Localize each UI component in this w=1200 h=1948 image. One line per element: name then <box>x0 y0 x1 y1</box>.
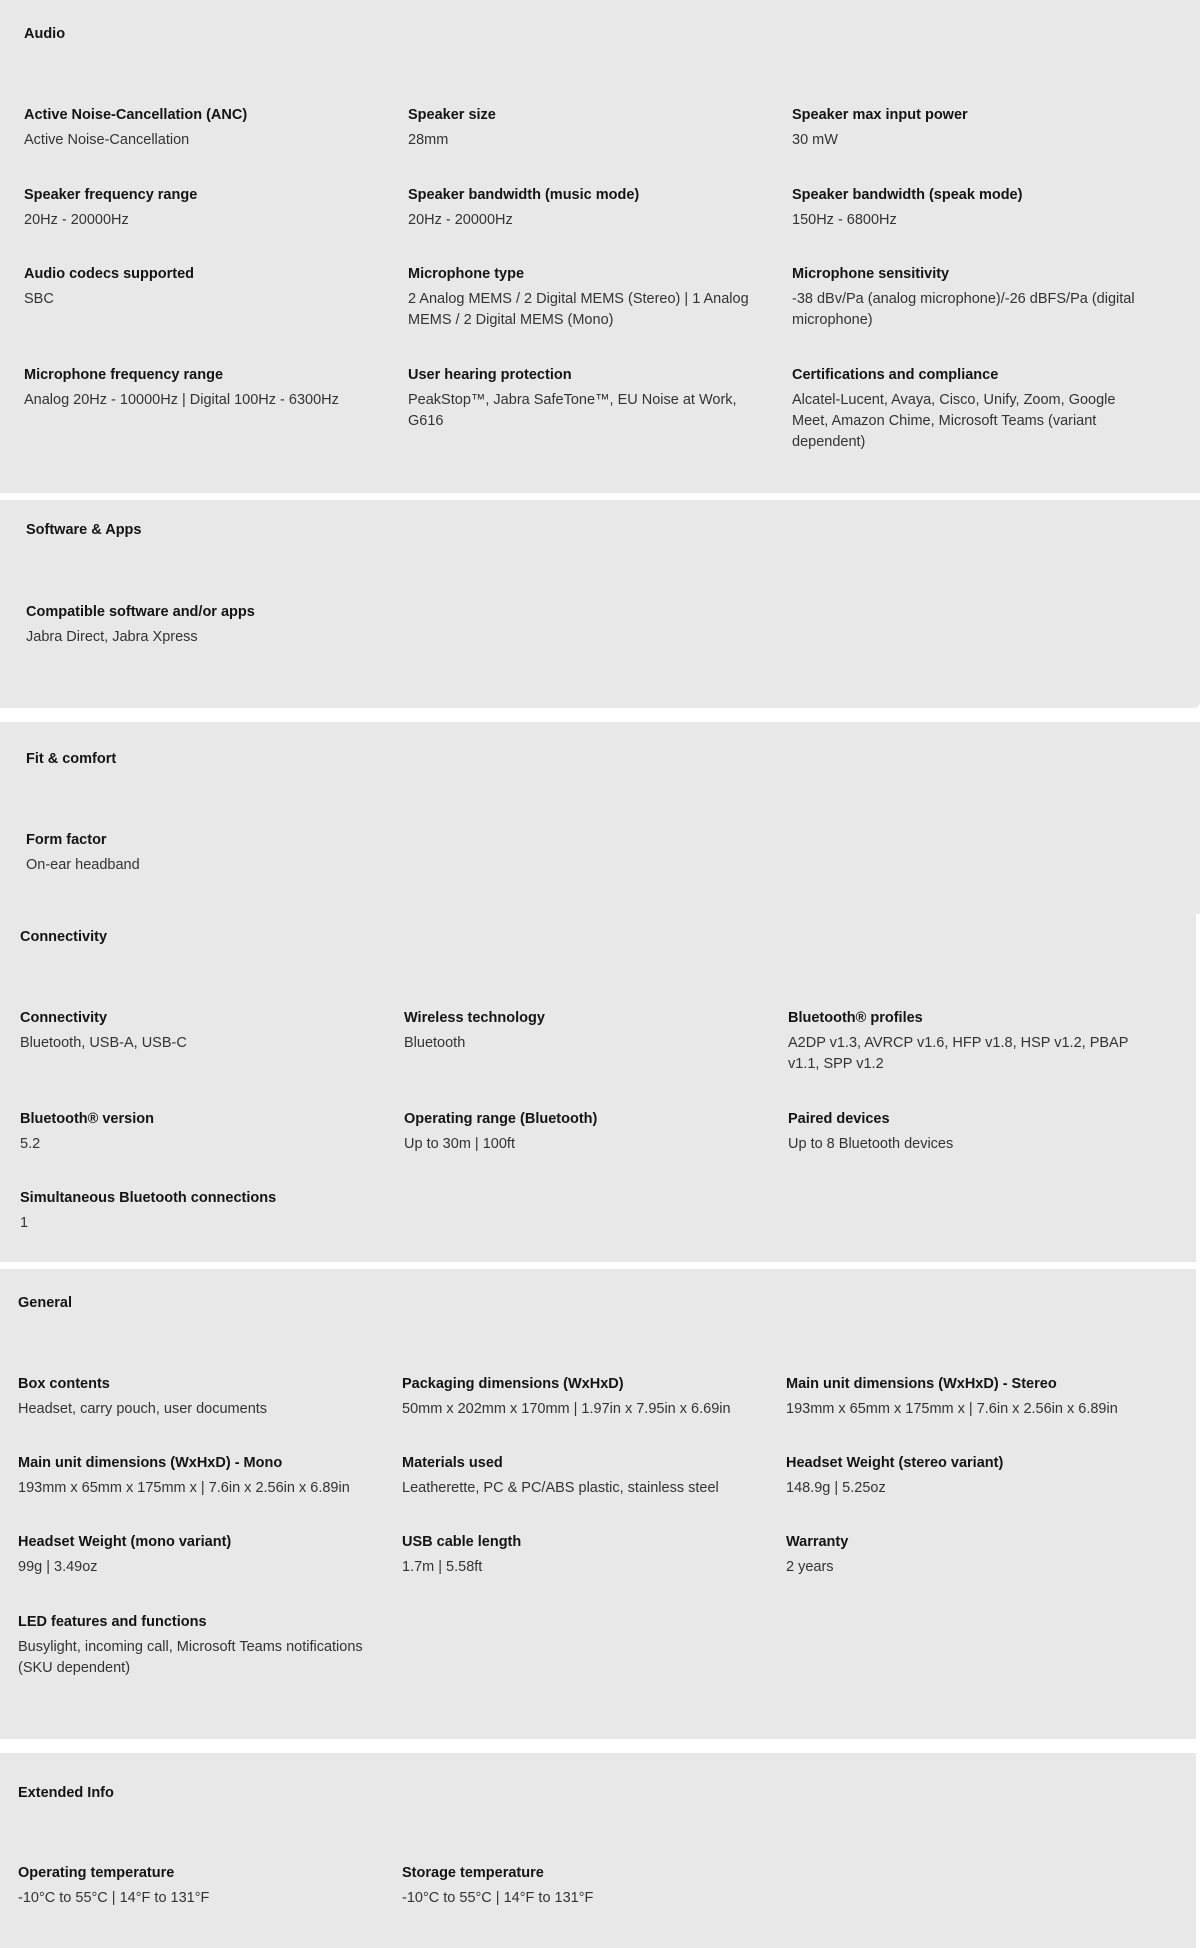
spec-label: Box contents <box>18 1376 110 1392</box>
spec-value: 20Hz - 20000Hz <box>24 212 129 228</box>
spec-label: Compatible software and/or apps <box>26 604 255 620</box>
spec-label: Warranty <box>786 1534 849 1550</box>
spec-label: Wireless technology <box>404 1010 545 1026</box>
spec-label: Audio codecs supported <box>24 266 194 282</box>
spec-value: 20Hz - 20000Hz <box>408 212 513 228</box>
spec-item <box>24 185 408 264</box>
spec-item <box>18 1612 402 1692</box>
general-section <box>0 1269 1196 1739</box>
fit-comfort-specs-grid <box>26 830 1178 876</box>
spec-item <box>18 1374 402 1453</box>
spec-item <box>18 1532 402 1612</box>
spec-label: Microphone frequency range <box>24 367 224 383</box>
spec-item <box>792 365 1176 465</box>
spec-value: 193mm x 65mm x 175mm x | 7.6in x 2.56in x 6.89in <box>18 1480 350 1496</box>
spec-label: Active Noise-Cancellation (ANC) <box>24 107 248 123</box>
audio-section <box>0 0 1200 493</box>
spec-value: 1 <box>20 1215 29 1231</box>
spec-item <box>404 1109 788 1188</box>
spec-item <box>408 105 792 185</box>
spec-item <box>408 185 792 264</box>
spec-item <box>786 1453 1170 1532</box>
spec-item <box>18 1453 402 1532</box>
spec-label: Headset Weight (stereo variant) <box>786 1455 1004 1471</box>
spec-label: Speaker max input power <box>792 107 968 123</box>
spec-item <box>24 365 408 465</box>
software-apps-section <box>0 500 1200 708</box>
spec-label: Certifications and compliance <box>792 367 999 383</box>
audio-section-title: Audio <box>24 26 66 42</box>
spec-label: LED features and functions <box>18 1614 207 1630</box>
spec-item <box>20 1008 404 1109</box>
spec-item <box>786 1532 1170 1612</box>
spec-label: Operating range (Bluetooth) <box>404 1111 598 1127</box>
spec-label: Paired devices <box>788 1111 890 1127</box>
spec-label: Form factor <box>26 832 107 848</box>
spec-item <box>408 365 792 465</box>
spec-value: On-ear headband <box>26 857 140 873</box>
extended-info-section-title: Extended Info <box>18 1785 114 1801</box>
spec-label: Speaker size <box>408 107 496 123</box>
spec-label: Operating temperature <box>18 1865 175 1881</box>
extended-info-specs-grid <box>18 1863 1170 1909</box>
spec-value: Up to 30m | 100ft <box>404 1136 515 1152</box>
spec-label: Speaker frequency range <box>24 187 198 203</box>
spec-item <box>408 264 792 365</box>
spec-label: Headset Weight (mono variant) <box>18 1534 232 1550</box>
spec-value: Alcatel-Lucent, Avaya, Cisco, Unify, Zoom, Google Meet, Amazon Chime, Microsoft Teams (variant dependent) <box>792 392 1116 450</box>
general-specs-grid <box>18 1374 1170 1692</box>
spec-value: 5.2 <box>20 1136 41 1152</box>
spec-value: A2DP v1.3, AVRCP v1.6, HFP v1.8, HSP v1.2, PBAP v1.1, SPP v1.2 <box>788 1035 1129 1072</box>
spec-item <box>788 1109 1172 1188</box>
spec-label: Main unit dimensions (WxHxD) - Mono <box>18 1455 283 1471</box>
software-apps-section-title: Software & Apps <box>26 522 142 538</box>
fit-comfort-section-title: Fit & comfort <box>26 751 117 767</box>
spec-item <box>26 830 410 876</box>
spec-item <box>404 1008 788 1109</box>
spec-label: Materials used <box>402 1455 503 1471</box>
spec-label: Speaker bandwidth (speak mode) <box>792 187 1023 203</box>
spec-value: 50mm x 202mm x 170mm | 1.97in x 7.95in x 6.69in <box>402 1401 731 1417</box>
spec-item <box>402 1532 786 1612</box>
spec-label: Speaker bandwidth (music mode) <box>408 187 640 203</box>
spec-label: Microphone sensitivity <box>792 266 950 282</box>
spec-value: -38 dBv/Pa (analog microphone)/-26 dBFS/Pa (digital microphone) <box>792 291 1135 328</box>
spec-label: Simultaneous Bluetooth connections <box>20 1190 277 1206</box>
spec-value: Active Noise-Cancellation <box>24 132 190 148</box>
connectivity-section-title: Connectivity <box>20 929 108 945</box>
spec-value: 28mm <box>408 132 449 148</box>
software-apps-specs-grid <box>26 602 1178 648</box>
audio-specs-grid <box>24 105 1176 465</box>
general-section-title: General <box>18 1295 72 1311</box>
spec-label: USB cable length <box>402 1534 522 1550</box>
spec-item <box>402 1374 786 1453</box>
spec-label: Microphone type <box>408 266 525 282</box>
spec-item <box>786 1374 1170 1453</box>
spec-value: Up to 8 Bluetooth devices <box>788 1136 954 1152</box>
spec-value: Leatherette, PC & PC/ABS plastic, stainless steel <box>402 1480 719 1496</box>
spec-item <box>792 105 1176 185</box>
spec-label: Packaging dimensions (WxHxD) <box>402 1376 624 1392</box>
spec-item <box>402 1863 786 1909</box>
spec-label: Connectivity <box>20 1010 108 1026</box>
spec-value: 150Hz - 6800Hz <box>792 212 897 228</box>
spec-item <box>788 1008 1172 1109</box>
spec-item <box>792 185 1176 264</box>
spec-label: Bluetooth® version <box>20 1111 154 1127</box>
spec-value: 2 years <box>786 1559 834 1575</box>
spec-item <box>18 1863 402 1909</box>
spec-label: Bluetooth® profiles <box>788 1010 923 1026</box>
spec-value: Bluetooth <box>404 1035 466 1051</box>
spec-item <box>26 602 410 648</box>
spec-value: 1.7m | 5.58ft <box>402 1559 483 1575</box>
spec-value: -10°C to 55°C | 14°F to 131°F <box>402 1890 594 1906</box>
extended-info-section <box>0 1753 1196 1948</box>
spec-label: User hearing protection <box>408 367 572 383</box>
spec-value: Busylight, incoming call, Microsoft Teams notifications (SKU dependent) <box>18 1639 363 1676</box>
spec-item <box>24 264 408 365</box>
spec-value: 2 Analog MEMS / 2 Digital MEMS (Stereo) | 1 Analog MEMS / 2 Digital MEMS (Mono) <box>408 291 749 328</box>
spec-item <box>20 1188 404 1268</box>
connectivity-section <box>0 914 1196 1262</box>
spec-item <box>402 1453 786 1532</box>
spec-value: Bluetooth, USB-A, USB-C <box>20 1035 187 1051</box>
spec-value: 148.9g | 5.25oz <box>786 1480 886 1496</box>
connectivity-specs-grid <box>20 1008 1172 1268</box>
spec-value: 99g | 3.49oz <box>18 1559 98 1575</box>
spec-value: Headset, carry pouch, user documents <box>18 1401 268 1417</box>
spec-value: Analog 20Hz - 10000Hz | Digital 100Hz - 6300Hz <box>24 392 339 408</box>
spec-item <box>792 264 1176 365</box>
spec-value: 193mm x 65mm x 175mm x | 7.6in x 2.56in x 6.89in <box>786 1401 1118 1417</box>
spec-label: Storage temperature <box>402 1865 544 1881</box>
spec-value: Jabra Direct, Jabra Xpress <box>26 629 198 645</box>
spec-value: PeakStop™, Jabra SafeTone™, EU Noise at Work, G616 <box>408 392 737 429</box>
spec-value: -10°C to 55°C | 14°F to 131°F <box>18 1890 210 1906</box>
spec-item <box>20 1109 404 1188</box>
spec-value: 30 mW <box>792 132 838 148</box>
spec-value: SBC <box>24 291 54 307</box>
fit-comfort-section <box>0 722 1200 914</box>
spec-label: Main unit dimensions (WxHxD) - Stereo <box>786 1376 1057 1392</box>
spec-item <box>24 105 408 185</box>
